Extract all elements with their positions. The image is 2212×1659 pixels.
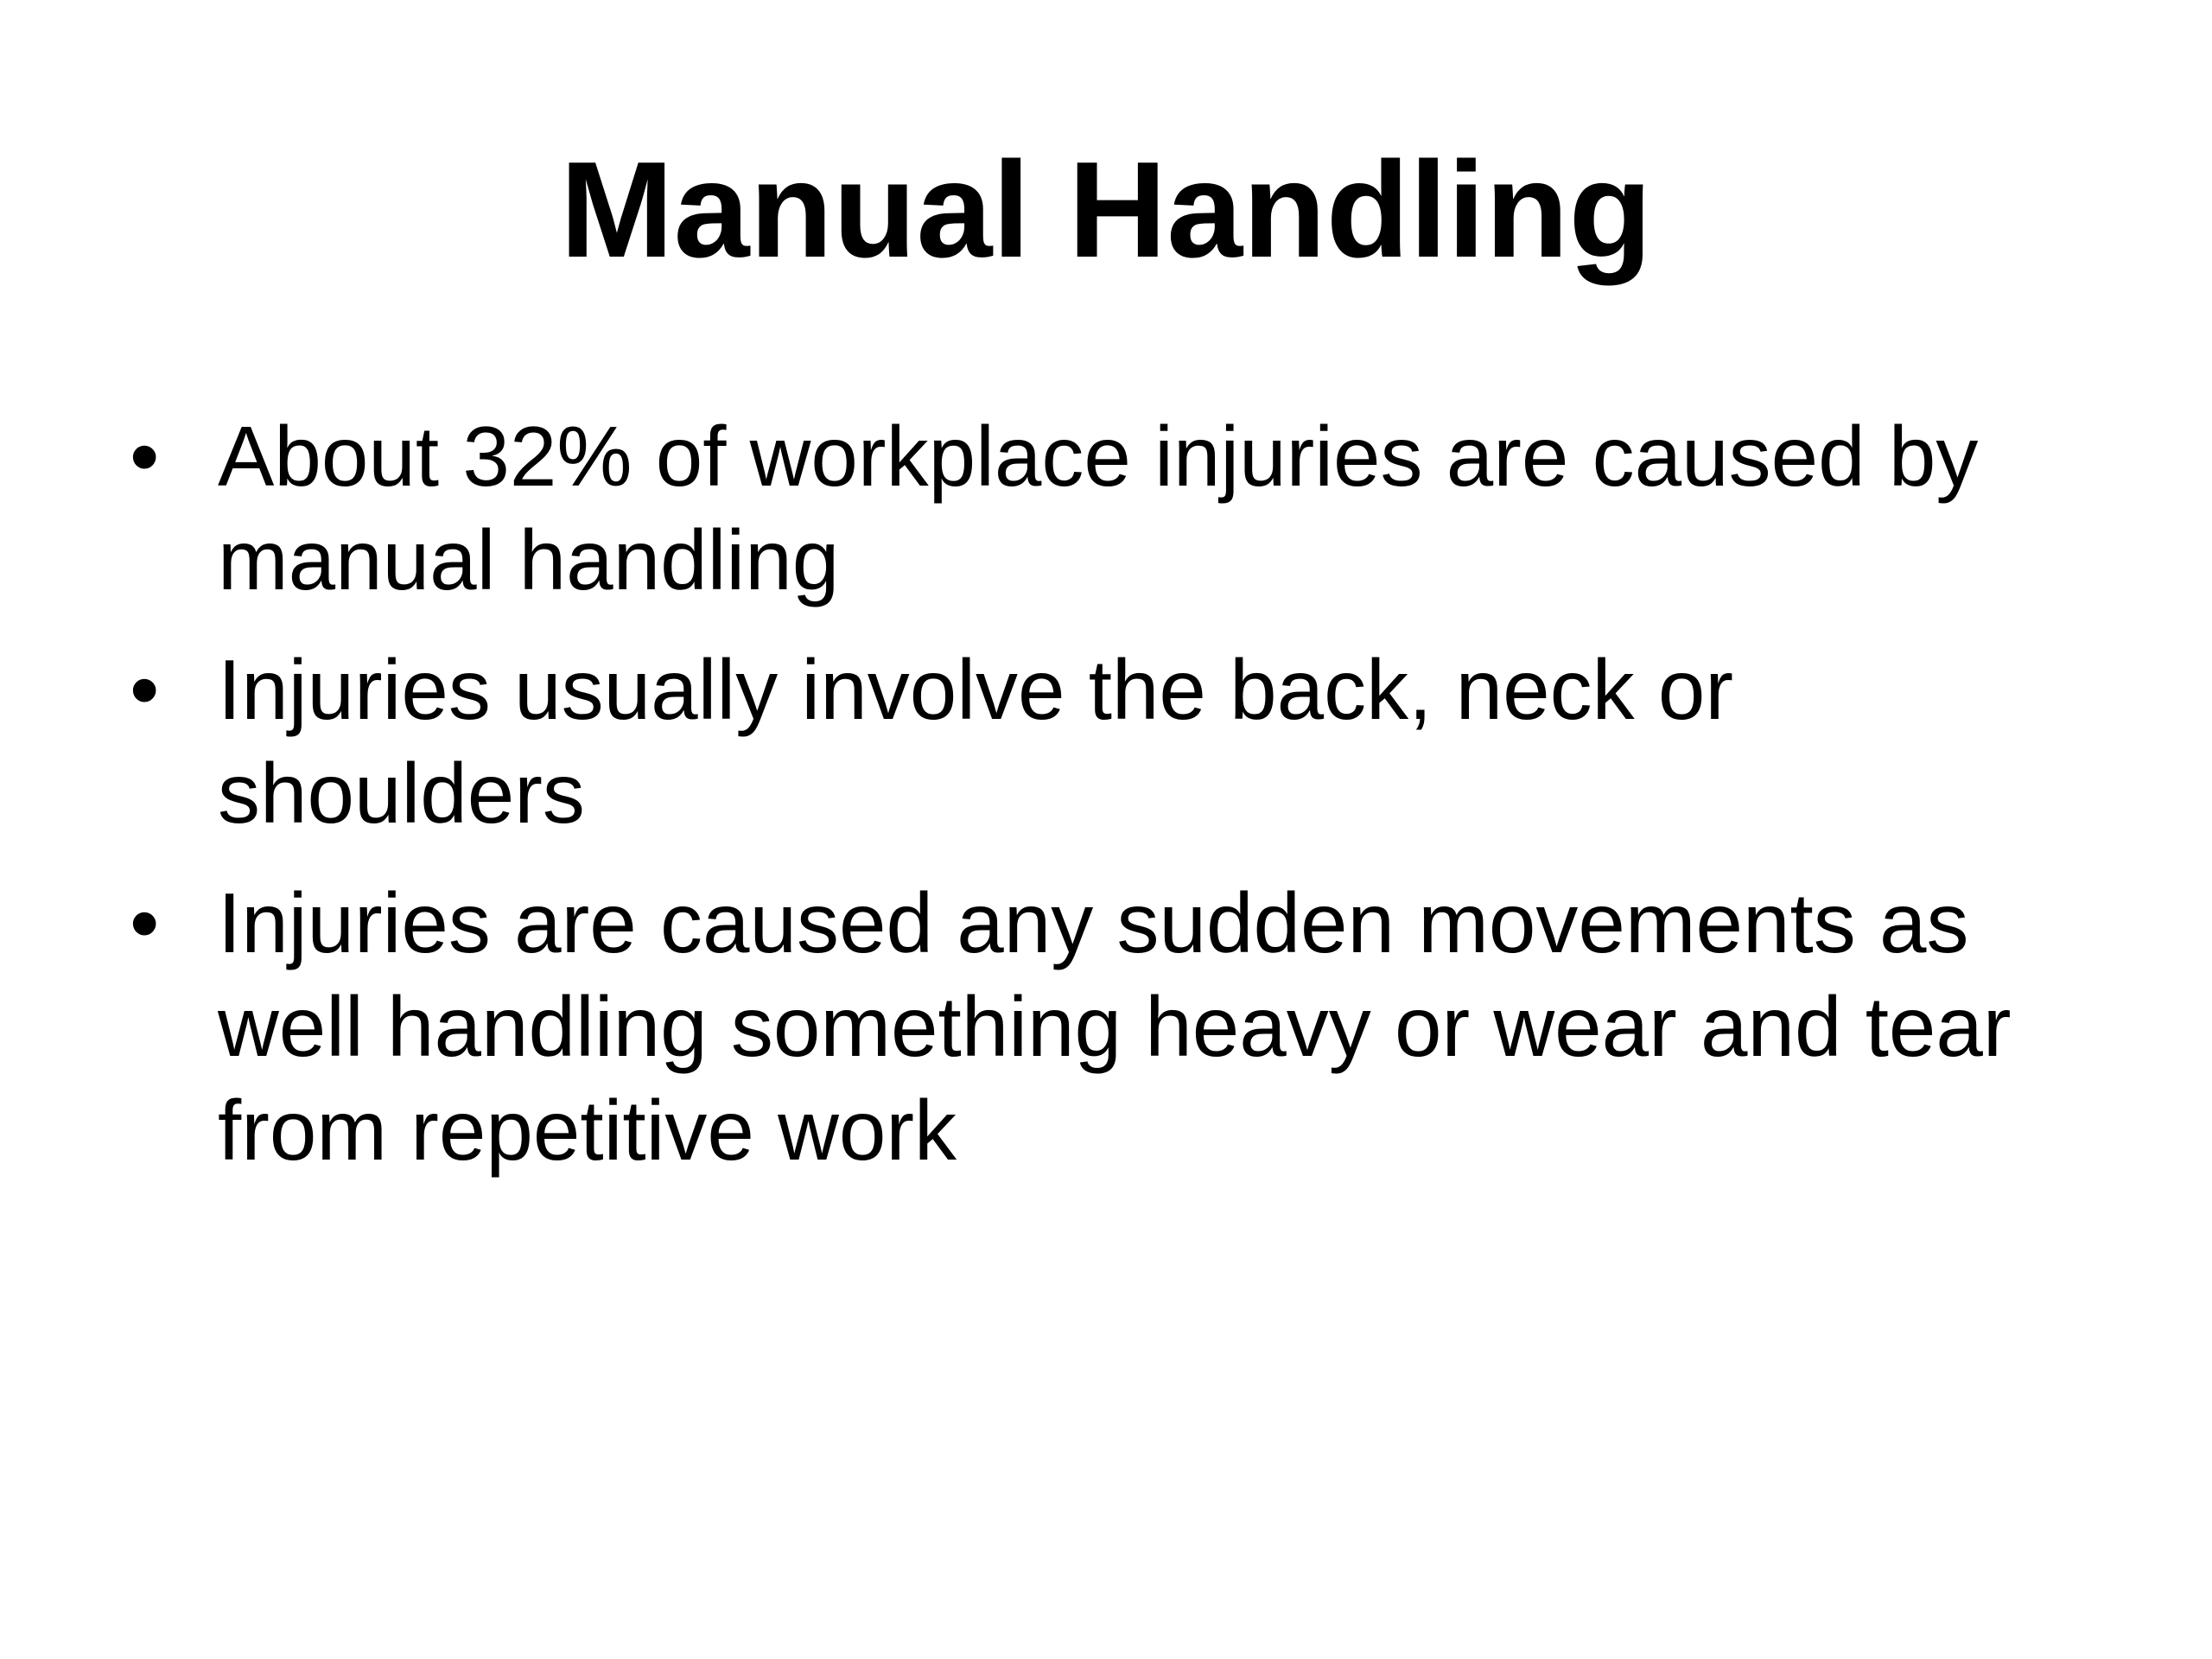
slide-title: Manual Handling — [560, 134, 1652, 286]
bullet-marker: • — [130, 642, 160, 737]
bullet-marker: • — [130, 409, 160, 504]
bullet-text: About 32% of workplace injuries are caused by manual handling — [218, 409, 1979, 607]
bullet-text: Injuries are caused any sudden movements as well handling something heavy or wear and tear from repetitive work — [218, 875, 2012, 1178]
bullet-item — [130, 404, 2108, 612]
bullet-marker: • — [130, 875, 160, 970]
bullet-list — [130, 404, 2108, 1208]
bullet-item — [130, 871, 2108, 1182]
bullet-item — [130, 638, 2108, 845]
bullet-text: Injuries usually involve the back, neck or shoulders — [218, 642, 1733, 841]
